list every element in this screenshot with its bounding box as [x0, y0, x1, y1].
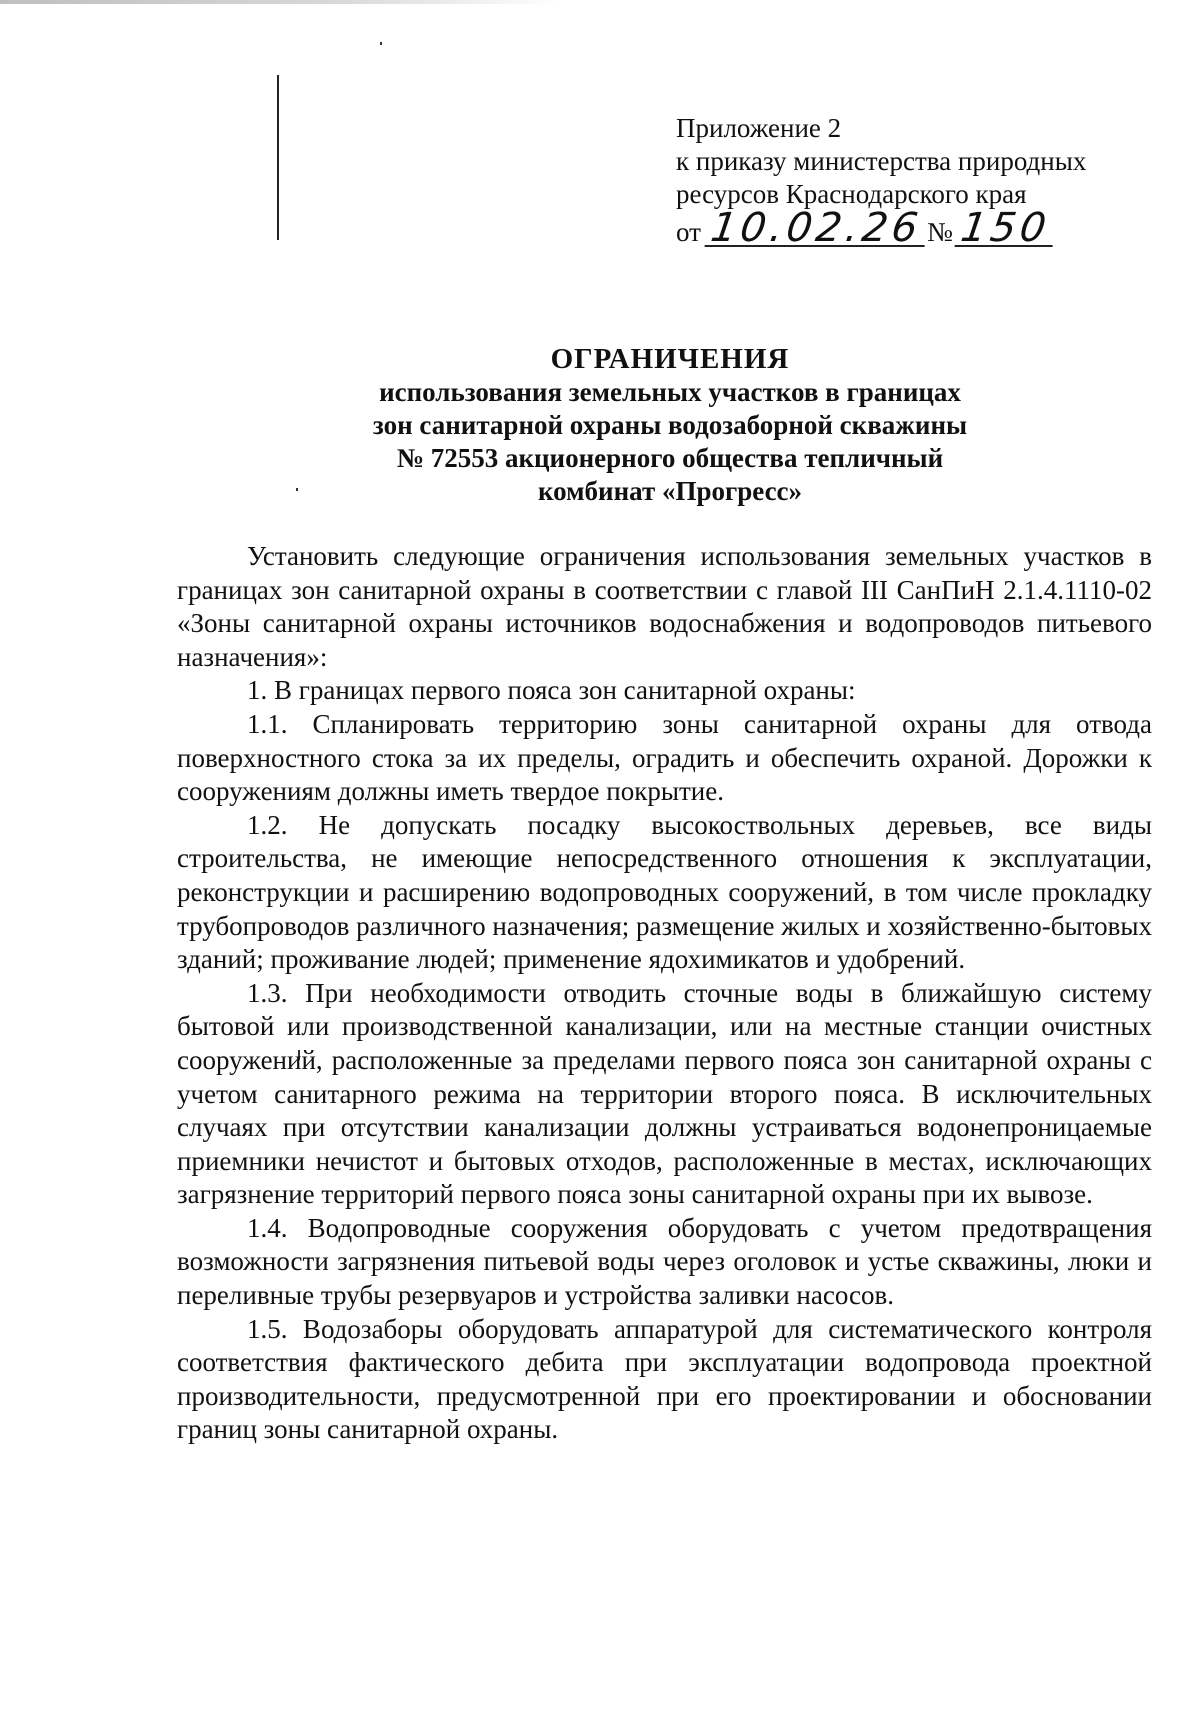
paragraph-intro: Установить следующие ограничения использования земельных участков в границах зон санитарной охраны в соответствии с главой III СанПиН 2.1.4.1110-02 «Зоны санитарной охраны источников водоснабжения и водопроводов питьевого назначения»: — [177, 541, 1152, 672]
title-line-3: № 72553 акционерного общества тепличный — [396, 443, 944, 473]
paragraph-1-2: 1.2. Не допускать посадку высокоствольных деревьев, все виды строительства, не имеющие непосредственного отношения к эксплуатации, реконструкции и расширению водопроводных сооружений, в том числе прокладку трубопроводов различного назначения; размещение жилых и хозяйственно-бытовых зданий; проживание людей; применение ядохимикатов и удобрений. — [177, 809, 1152, 975]
appendix-date-line — [676, 205, 1126, 251]
paragraph-1: 1. В границах первого пояса зон санитарной охраны: — [247, 675, 856, 706]
paragraph-1-4: 1.4. Водопроводные сооружения оборудовать с учетом предотвращения возможности загрязнения питьевой воды через оголовок и устье скважины, люки и переливные трубы резервуаров и устройства заливки насосов. — [177, 1212, 1152, 1311]
appendix-order-ref: к приказу министерства природных — [676, 146, 1087, 176]
appendix-ministry: ресурсов Краснодарского края — [676, 179, 1027, 209]
number-prefix: № — [927, 217, 953, 247]
document-title — [180, 343, 1160, 508]
handwritten-number: 150 — [954, 211, 1057, 247]
title-main: ОГРАНИЧЕНИЯ — [550, 343, 790, 375]
paragraph-1-5: 1.5. Водозаборы оборудовать аппаратурой для систематического контроля соответствия фактического дебита при эксплуатации водопровода проектной производительности, предусмотренной при его проектировании и обосновании границ зоны санитарной охраны. — [177, 1313, 1152, 1445]
scan-margin-line — [277, 75, 279, 240]
appendix-header — [676, 112, 1126, 249]
document-body — [177, 540, 1152, 1447]
appendix-title: Приложение 2 — [676, 113, 842, 143]
title-line-1: использования земельных участков в границах — [379, 377, 961, 407]
title-line-4: комбинат «Прогресс» — [537, 476, 803, 506]
scan-speck — [380, 42, 382, 45]
title-line-2: зон санитарной охраны водозаборной скважины — [372, 410, 968, 440]
paragraph-1-1: 1.1. Спланировать территорию зоны санитарной охраны для отвода поверхностного стока за их пределы, оградить и обеспечить охраной. Дорожки к сооружениям должны иметь твердое покрытие. — [177, 708, 1152, 807]
handwritten-date: 10.02.26 — [704, 211, 929, 247]
scan-edge-artifact — [0, 0, 560, 4]
date-prefix: от — [676, 217, 701, 247]
paragraph-1-3: 1.3. При необходимости отводить сточные воды в ближайшую систему бытовой или производственной канализации, или на местные станции очистных сооружений, расположенные за пределами первого пояса зон санитарной охраны с учетом санитарного режима на территории второго пояса. В исключительных случаях при отсутствии канализации должны устраиваться водонепроницаемые приемники нечистот и бытовых отходов, расположенные в местах, исключающих загрязнение территорий первого пояса зоны санитарной охраны при их вывозе. — [177, 977, 1152, 1210]
